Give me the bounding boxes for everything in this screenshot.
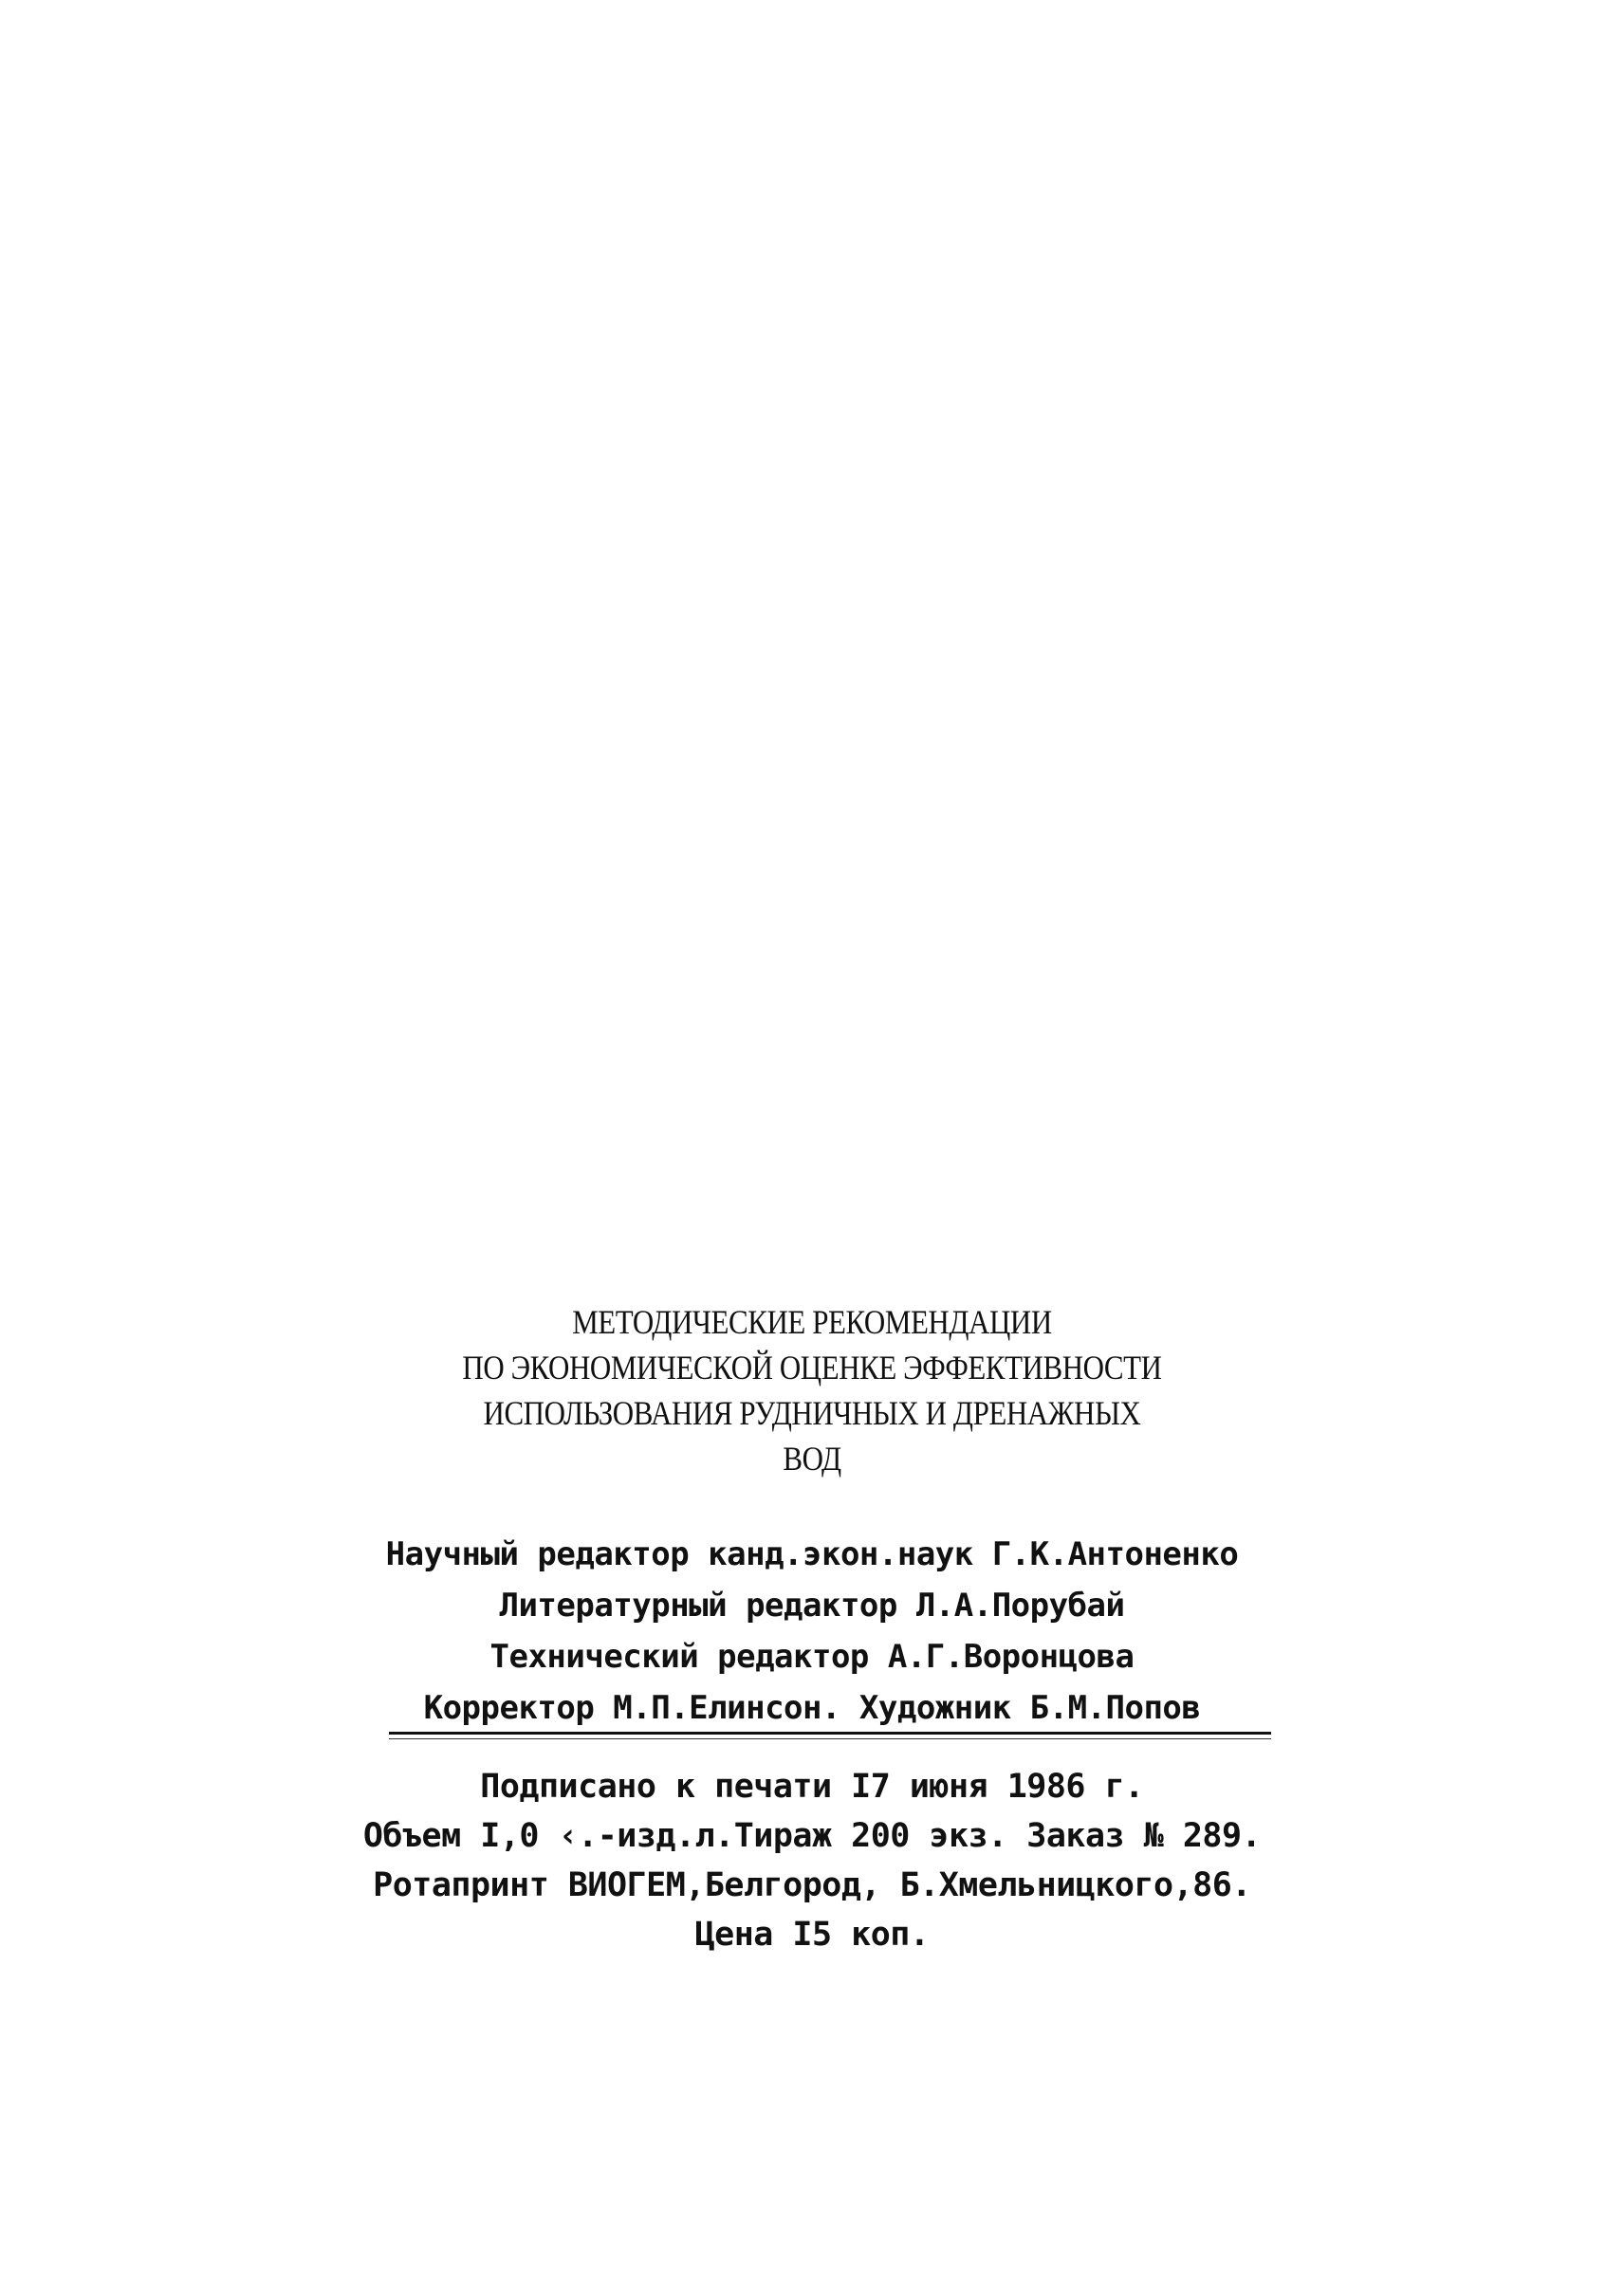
imprint-section (0, 1762, 1624, 1959)
signed-to-print-line: Подписано к печати I7 июня 1986 г. (480, 1768, 1144, 1806)
divider-rule (389, 1732, 1271, 1735)
divider-rule-thin (389, 1738, 1271, 1739)
volume-circulation-line: Объем I,0 ‹.-изд.л.Тираж 200 экз. Заказ № 289. (362, 1817, 1262, 1855)
credits-section (0, 1529, 1624, 1734)
price-line: Цена I5 коп. (694, 1916, 930, 1954)
document-title (0, 1299, 1624, 1481)
literary-editor-line: Литературный редактор Л.А.Порубай (499, 1587, 1125, 1625)
technical-editor-line: Технический редактор А.Г.Воронцова (489, 1638, 1135, 1676)
title-line: ИСПОЛЬЗОВАНИЯ РУДНИЧНЫХ И ДРЕНАЖНЫХ (483, 1394, 1141, 1432)
title-line: МЕТОДИЧЕСКИЕ РЕКОМЕНДАЦИИ (572, 1303, 1052, 1341)
corrector-artist-line: Корректор М.П.Елинсон. Художник Б.М.Попов (423, 1689, 1201, 1727)
title-line: ВОД (783, 1440, 841, 1478)
scientific-editor-line: Научный редактор канд.экон.наук Г.К.Антоненко (385, 1535, 1239, 1573)
title-line: ПО ЭКОНОМИЧЕСКОЙ ОЦЕНКЕ ЭФФЕКТИВНОСТИ (462, 1349, 1162, 1387)
printer-address-line: Ротапринт ВИОГЕМ,Белгород, Б.Хмельницкого,86. (373, 1866, 1251, 1904)
